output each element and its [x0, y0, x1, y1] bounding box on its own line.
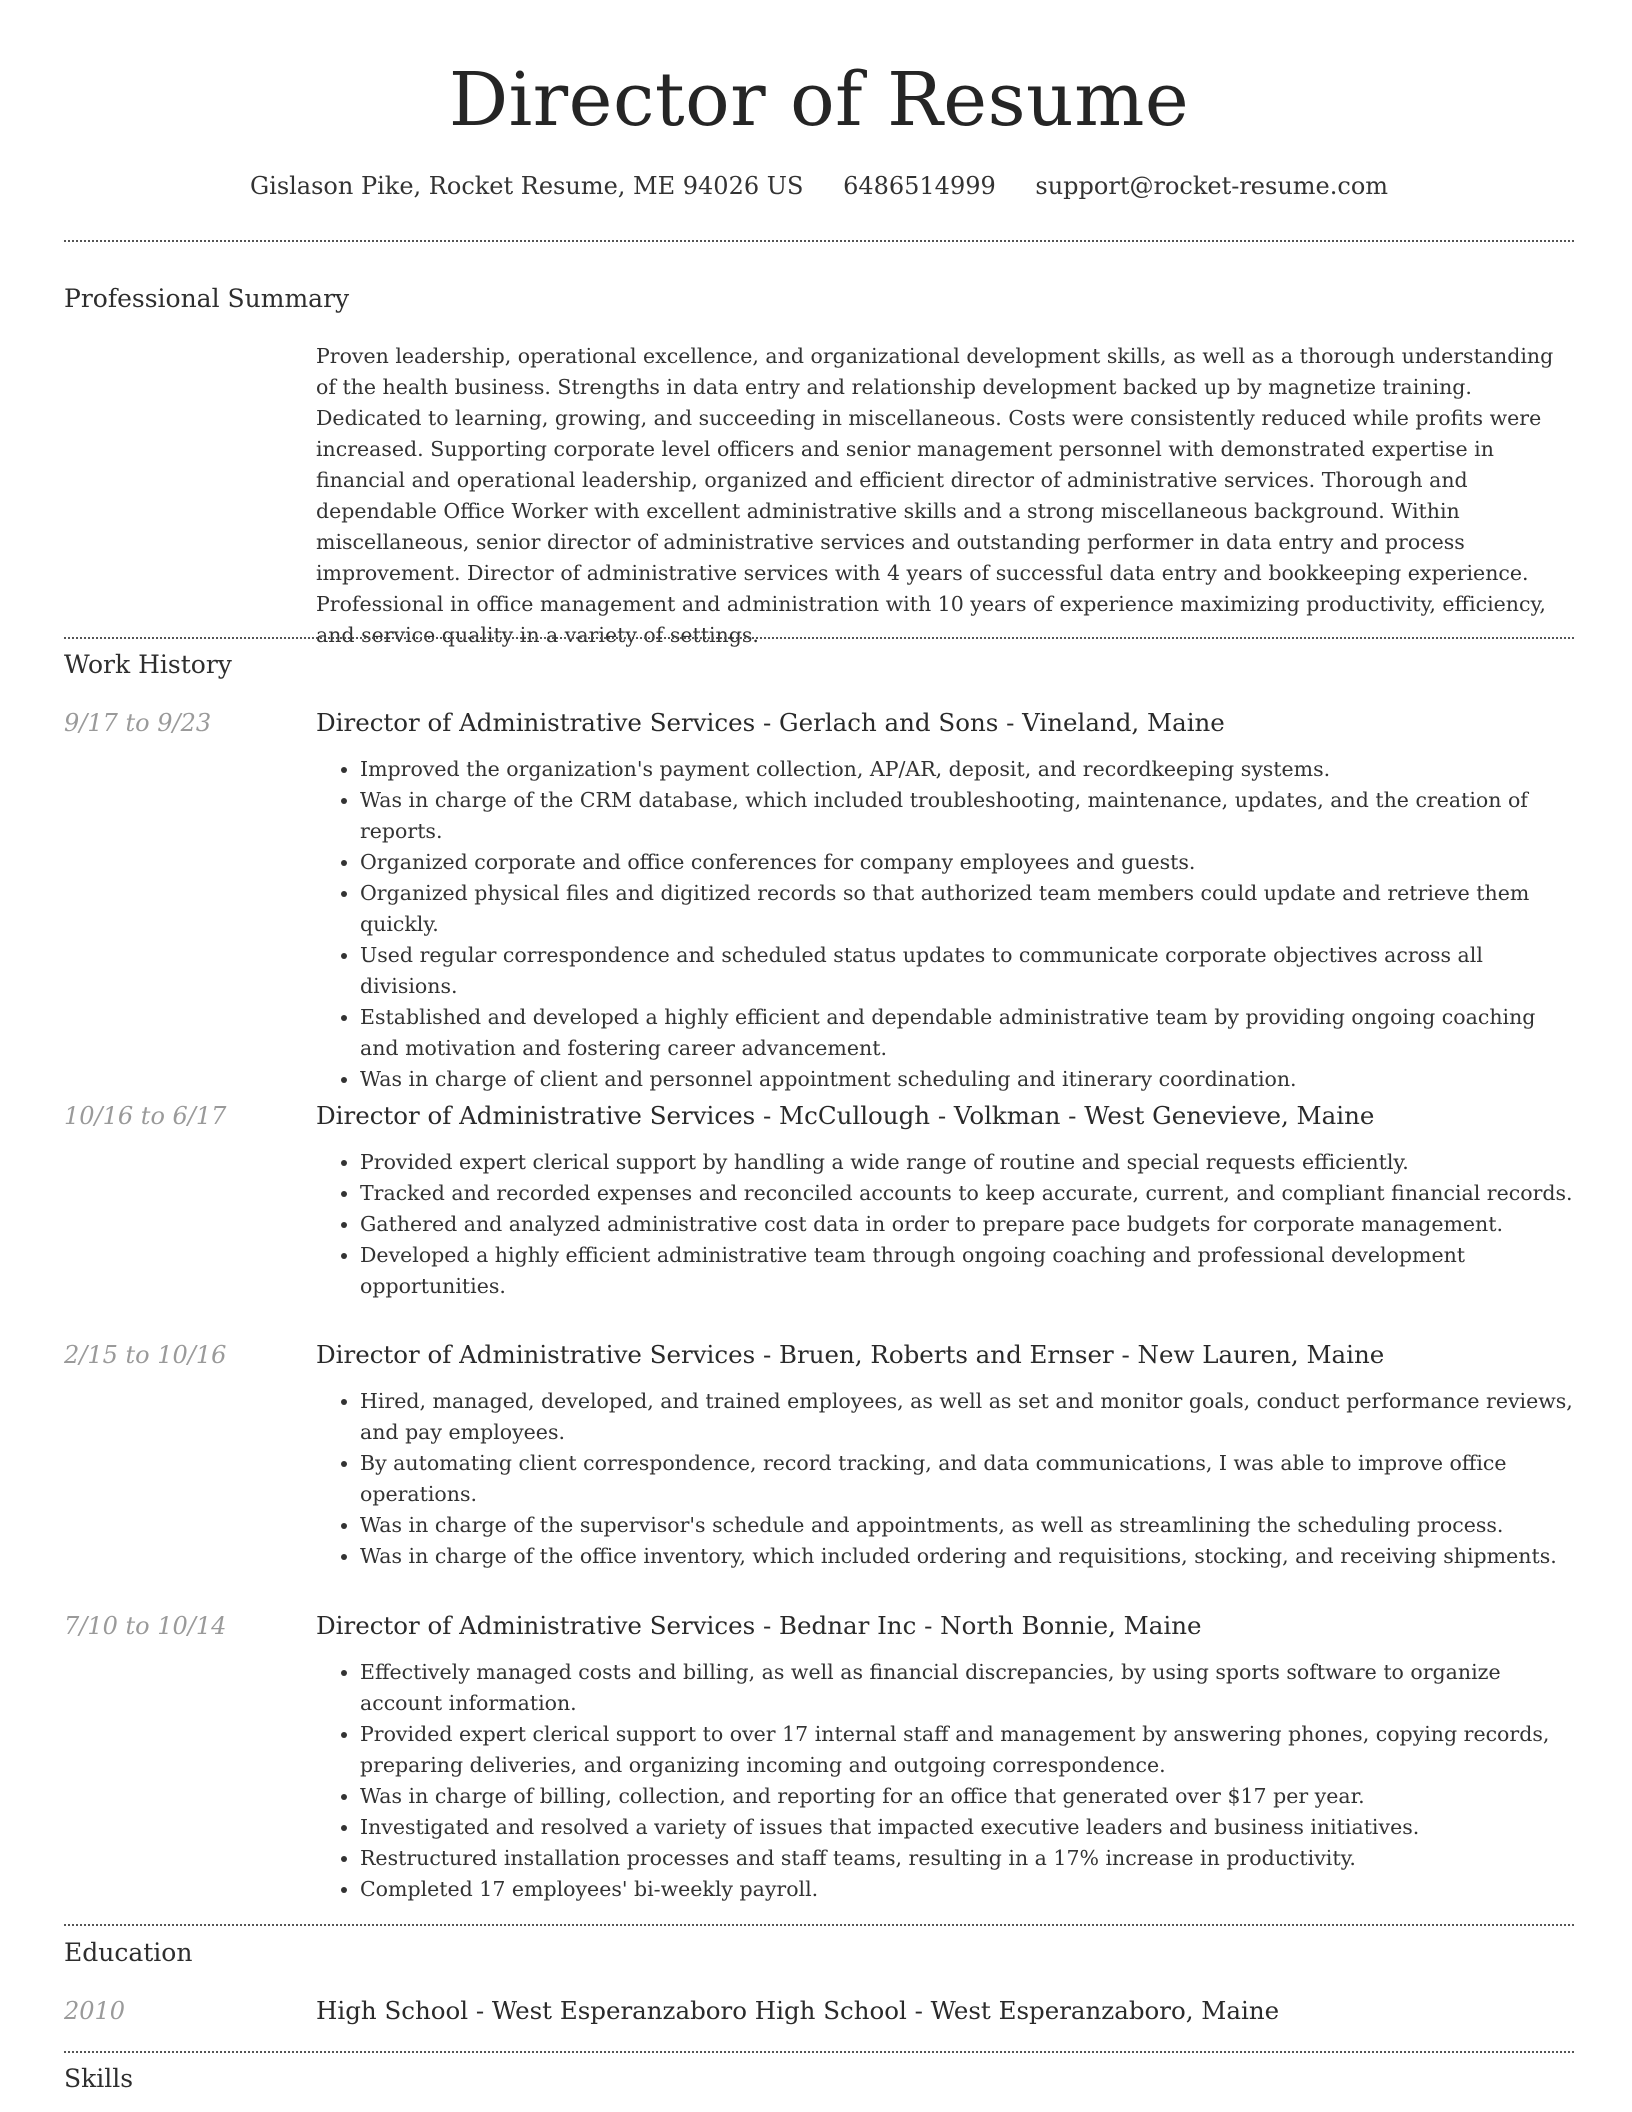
divider — [64, 1924, 1574, 1926]
job-dates: 2/15 to 10/16 — [64, 1341, 227, 1369]
work-history-heading: Work History — [64, 650, 232, 679]
job-bullet: • Established and developed a highly efficient and dependable administrative team by providing ongoing coaching and motivation and fostering career advancement. — [360, 1002, 1574, 1064]
job-bullet: • Organized corporate and office conferences for company employees and guests. — [360, 847, 1574, 878]
job-bullet: • Completed 17 employees' bi-weekly payroll. — [360, 1874, 1574, 1905]
contact-line — [64, 170, 1574, 202]
job-bullet: • Investigated and resolved a variety of issues that impacted executive leaders and business initiatives. — [360, 1812, 1574, 1843]
skills-heading: Skills — [64, 2064, 134, 2093]
job-dates: 7/10 to 10/14 — [64, 1612, 227, 1640]
job-bullets — [316, 1657, 1574, 1905]
resume-name: Director of Resume — [448, 57, 1190, 143]
education-heading: Education — [64, 1938, 193, 1967]
job-bullet: • Used regular correspondence and scheduled status updates to communicate corporate objectives across all divisions. — [360, 940, 1574, 1002]
job-title: Director of Administrative Services - McCullough - Volkman - West Genevieve, Maine — [316, 1101, 1375, 1130]
job-bullet: • Gathered and analyzed administrative cost data in order to prepare pace budgets for corporate management. — [360, 1209, 1574, 1240]
job-bullet: • Was in charge of client and personnel appointment scheduling and itinerary coordination. — [360, 1064, 1574, 1095]
job-title: Director of Administrative Services - Bednar Inc - North Bonnie, Maine — [316, 1611, 1202, 1640]
contact-address: Gislason Pike, Rocket Resume, ME 94026 US — [249, 172, 804, 200]
job-dates: 10/16 to 6/17 — [64, 1102, 227, 1130]
education-detail: High School - West Esperanzaboro High School - West Esperanzaboro, Maine — [316, 1996, 1280, 2025]
summary-text: Proven leadership, operational excellence, and organizational development skills, as well as a thorough understanding of the health business. Strengths in data entry and relationship development backed up by magnetize training. Dedicated to learning, growing, and succeeding in miscellaneous. Costs were consistently reduced while profits were increased. Supporting corporate level officers and senior management personnel with demonstrated expertise in financial and operational leadership, organized and efficient director of administrative services. Thorough and dependable Office Worker with excellent administrative skills and a strong miscellaneous background. Within miscellaneous, senior director of administrative services and outstanding performer in data entry and process improvement. Director of administrative services with 4 years of successful data entry and bookkeeping experience. Professional in office management and administration with 10 years of experience maximizing productivity, efficiency, and service quality in a variety of settings. — [316, 344, 1554, 647]
job-bullet: • Provided expert clerical support to over 17 internal staff and management by answering phones, copying records, preparing deliveries, and organizing incoming and outgoing correspondence. — [360, 1719, 1574, 1781]
job-bullet: • Developed a highly efficient administrative team through ongoing coaching and professional development opportunities. — [360, 1240, 1574, 1302]
job-dates: 9/17 to 9/23 — [64, 709, 212, 737]
job-title: Director of Administrative Services - Gerlach and Sons - Vineland, Maine — [316, 708, 1225, 737]
job-bullets — [316, 754, 1574, 1095]
job-bullet: • By automating client correspondence, record tracking, and data communications, I was able to improve office operations. — [360, 1448, 1574, 1510]
divider — [64, 637, 1574, 639]
job-bullets — [316, 1386, 1574, 1572]
job-bullet: • Was in charge of the supervisor's schedule and appointments, as well as streamlining the scheduling process. — [360, 1510, 1574, 1541]
job-bullet: • Was in charge of the office inventory, which included ordering and requisitions, stocking, and receiving shipments. — [360, 1541, 1574, 1572]
summary-heading: Professional Summary — [64, 284, 350, 313]
job-bullet: • Was in charge of billing, collection, and reporting for an office that generated over $17 per year. — [360, 1781, 1574, 1812]
job-bullet: • Restructured installation processes and staff teams, resulting in a 17% increase in productivity. — [360, 1843, 1574, 1874]
contact-phone: 6486514999 — [843, 172, 996, 200]
job-bullet: • Improved the organization's payment collection, AP/AR, deposit, and recordkeeping systems. — [360, 754, 1574, 785]
job-bullet: • Organized physical files and digitized records so that authorized team members could update and retrieve them quickly. — [360, 878, 1574, 940]
divider — [64, 240, 1574, 242]
job-bullet: • Tracked and recorded expenses and reconciled accounts to keep accurate, current, and compliant financial records. — [360, 1178, 1574, 1209]
contact-email: support@rocket-resume.com — [1035, 172, 1389, 200]
job-bullets — [316, 1147, 1574, 1302]
job-bullet: • Hired, managed, developed, and trained employees, as well as set and monitor goals, conduct performance reviews, and pay employees. — [360, 1386, 1574, 1448]
job-bullet: • Was in charge of the CRM database, which included troubleshooting, maintenance, updates, and the creation of reports. — [360, 785, 1574, 847]
divider — [64, 2051, 1574, 2053]
job-bullet: • Provided expert clerical support by handling a wide range of routine and special requests efficiently. — [360, 1147, 1574, 1178]
job-bullet: • Effectively managed costs and billing, as well as financial discrepancies, by using sports software to organize account information. — [360, 1657, 1574, 1719]
job-title: Director of Administrative Services - Bruen, Roberts and Ernser - New Lauren, Maine — [316, 1340, 1385, 1369]
education-year: 2010 — [64, 1997, 126, 2025]
